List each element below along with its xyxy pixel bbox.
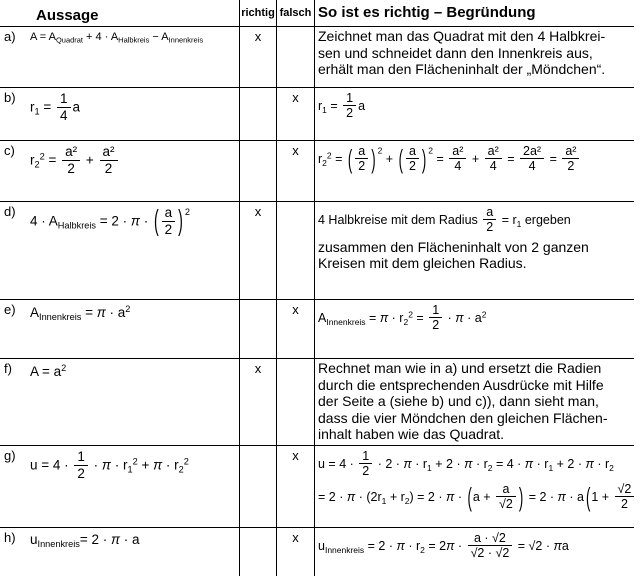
richtig-mark-cell	[240, 88, 277, 140]
falsch-mark-cell	[277, 446, 315, 527]
falsch-mark-cell	[277, 528, 315, 576]
aussage-cell	[0, 528, 240, 576]
begruendung-cell	[315, 141, 634, 201]
aussage-formula: $A_{Innenkreis} = \pi \cdot a^2$	[30, 304, 131, 322]
richtig-mark: x	[254, 29, 262, 44]
header-aussage	[0, 0, 240, 26]
richtig-mark-cell	[240, 359, 277, 445]
table-row	[0, 359, 634, 446]
falsch-mark: x	[292, 448, 299, 463]
begruendung-line: $r_2^2$ = ( $\frac{a}{2}$ ) $^2$ + ( $\frac{a}{2}$ ) $^2$ = $\frac{\text{a²}}{4}$ + $\frac{\text{a²}}{4}$ = $\frac{\text{2a²}}{4}$ = $\frac{\text{a²}}{2}$	[318, 145, 634, 175]
aussage-cell	[0, 359, 240, 445]
begruendung-cell	[315, 300, 634, 358]
falsch-mark: x	[292, 143, 299, 158]
aussage-cell	[0, 88, 240, 140]
row-label: a)	[4, 29, 16, 44]
begruendung-cell	[315, 202, 634, 299]
begruendung-cell	[315, 359, 634, 445]
aussage-cell	[0, 300, 240, 358]
table-row	[0, 88, 634, 141]
richtig-mark-cell	[240, 528, 277, 576]
aussage-formula: $r_1$ = $\frac{1}{4}$ a	[30, 91, 81, 123]
aussage-formula: $u_{Innenkreis}= 2 \cdot \pi \cdot a$	[30, 532, 140, 549]
richtig-mark-cell	[240, 27, 277, 87]
header-begruendung: So ist es richtig – Begründung	[318, 4, 536, 21]
begruendung-line: inhalt haben wie das Quadrat.	[318, 426, 505, 442]
row-label: f)	[4, 361, 12, 376]
aussage-cell	[0, 27, 240, 87]
aussage-formula: $A = A_{Quadrat} + 4 \cdot A_{Halbkreis} - A_{Innenkreis}$	[30, 31, 204, 45]
aussage-formula: u = 4 · $\frac{1}{2}$ · $\pi \cdot r_1^2 + \pi \cdot r_2^2$	[30, 449, 189, 481]
begruendung-line: durch die entsprechenden Ausdrücke mit Hilfe	[318, 376, 604, 393]
begruendung-line: Kreisen mit dem gleichen Radius.	[318, 255, 527, 272]
richtig-mark-cell	[240, 141, 277, 201]
falsch-mark-cell	[277, 27, 315, 87]
richtig-mark-cell	[240, 300, 277, 358]
aussage-formula: $r_2^2$ = $\frac{\text{a²}}{2}$ + $\frac{\text{a²}}{2}$	[30, 143, 120, 177]
header-falsch: falsch	[277, 0, 315, 26]
begruendung-line: Rechnet man wie in a) und ersetzt die Radien	[318, 360, 602, 376]
row-label: d)	[4, 204, 16, 219]
aussage-formula: $4 \cdot A_{Halbkreis} = 2 \cdot \pi$ · ( $\frac{a}{2}$ ) $^2$	[30, 204, 190, 238]
begruendung-line: erhält man den Flächeninhalt der „Möndchen“.	[318, 61, 606, 77]
begruendung-cell	[315, 88, 634, 140]
aussage-cell	[0, 141, 240, 201]
begruendung-line: $A_{Innenkreis} = \pi \cdot r_2^2$ = $\frac{1}{2}$ · $\pi \cdot a^2$	[318, 303, 487, 333]
table-row	[0, 300, 634, 359]
richtig-mark: x	[254, 361, 262, 376]
begruendung-line: $u_{Innenkreis} = 2 \cdot \pi \cdot r_2 = 2\pi$ · $\frac{a \cdot √2}{√2 \cdot √2}$ = √2 · πa	[318, 531, 569, 561]
table-row	[0, 446, 634, 528]
begruendung-cell	[315, 27, 634, 87]
begruendung-line: = $2 \cdot \pi \cdot (2r_1 + r_2) = 2 \cdot \pi$ · ( a + $\frac{a}{√2}$ ) = 2 · π · a ( 1 + $\frac{√2}{2}$ )	[318, 483, 634, 513]
row-label: c)	[4, 143, 15, 158]
begruendung-line: u = 4 · $\frac{1}{2}$ · $2 \cdot \pi \cdot r_1 + 2 \cdot \pi \cdot r_2 = 4 \cdot \pi \cdot r_1 + 2 \cdot \pi \cdot r_2$	[318, 449, 614, 479]
table-header-row	[0, 0, 634, 27]
begruendung-line: sen und schneidet dann den Innenkreis aus,	[318, 44, 593, 61]
row-label: g)	[4, 448, 16, 463]
falsch-mark: x	[292, 90, 299, 105]
aussage-cell	[0, 446, 240, 527]
begruendung-line: 4 Halbkreise mit dem Radius $\frac{a}{2}$ = $r_1$ ergeben	[318, 205, 571, 235]
header-aussage-label: Aussage	[36, 7, 99, 24]
begruendung-cell	[315, 446, 634, 527]
begruendung-line: dass die vier Möndchen den gleichen Flächen-	[318, 409, 608, 426]
header-richtig: richtig	[240, 0, 277, 26]
falsch-mark-cell	[277, 141, 315, 201]
falsch-mark: x	[292, 530, 299, 545]
falsch-mark-cell	[277, 202, 315, 299]
richtig-mark-cell	[240, 202, 277, 299]
falsch-mark-cell	[277, 359, 315, 445]
richtig-mark-cell	[240, 446, 277, 527]
begruendung-line: Zeichnet man das Quadrat mit den 4 Halbkrei-	[318, 28, 606, 44]
row-label: h)	[4, 530, 16, 545]
table-row	[0, 27, 634, 88]
falsch-mark: x	[292, 302, 299, 317]
row-label: b)	[4, 90, 16, 105]
aussage-cell	[0, 202, 240, 299]
row-label: e)	[4, 302, 16, 317]
aussage-formula: $A = a^2$	[30, 363, 67, 380]
table-row	[0, 202, 634, 300]
table-row	[0, 528, 634, 576]
richtig-mark: x	[254, 204, 262, 219]
begruendung-line: der Seite a (siehe b) und c)), dann sieht man,	[318, 393, 599, 409]
begruendung-cell	[315, 528, 634, 576]
begruendung-line: $r_1$ = $\frac{1}{2}$ a	[318, 91, 366, 121]
table-row	[0, 141, 634, 202]
falsch-mark-cell	[277, 88, 315, 140]
begruendung-line: zusammen den Flächeninhalt von 2 ganzen	[318, 238, 589, 255]
falsch-mark-cell	[277, 300, 315, 358]
